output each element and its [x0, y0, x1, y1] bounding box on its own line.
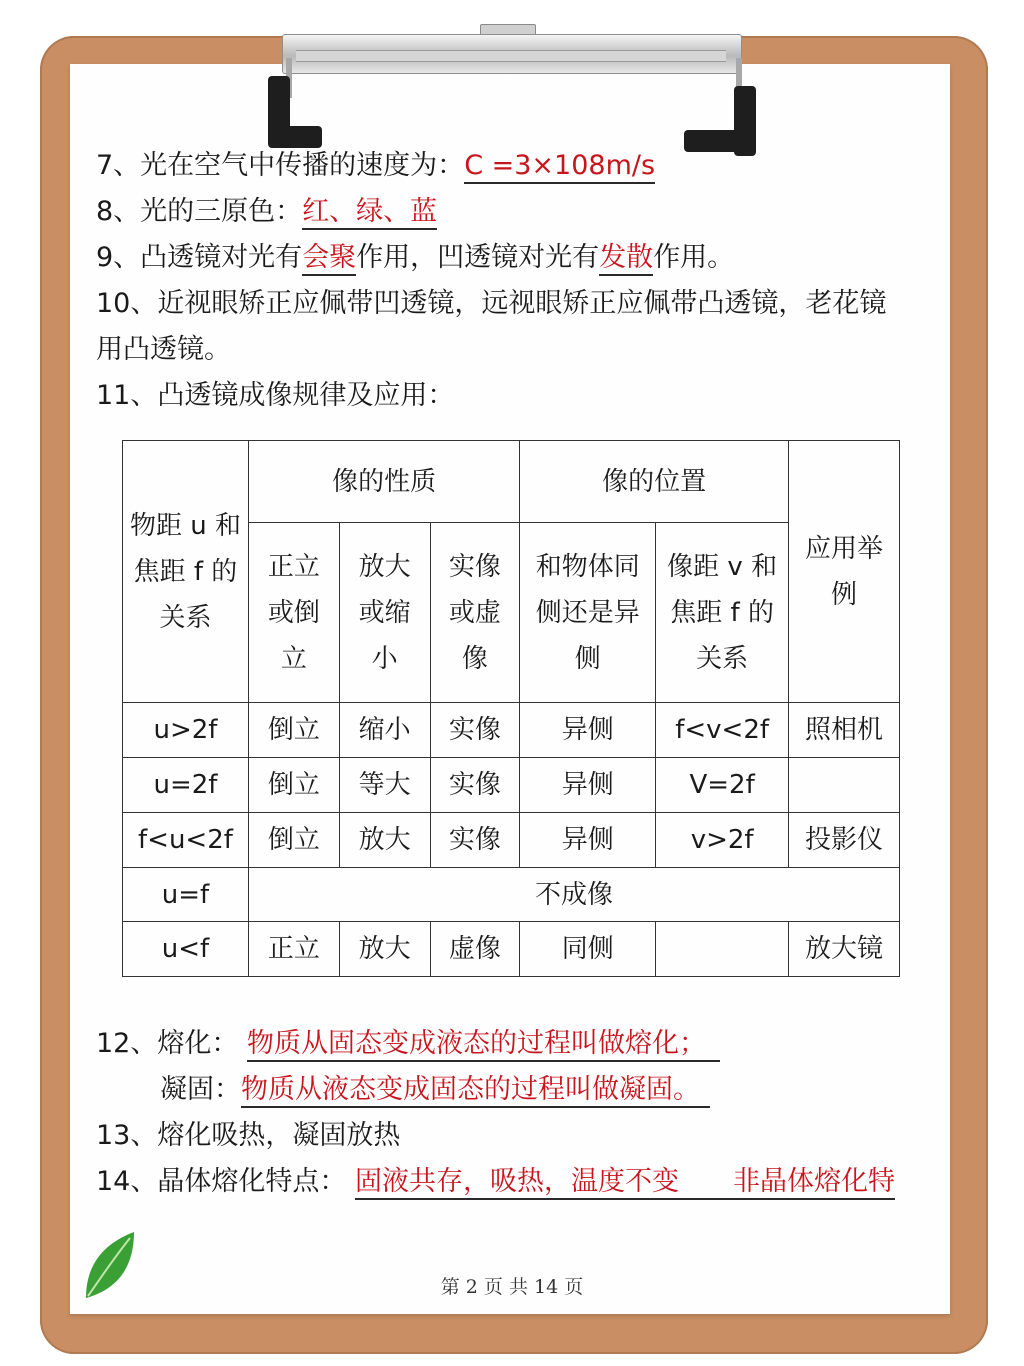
- clip-bar-inner: [296, 50, 726, 62]
- cell-app: 投影仪: [789, 813, 900, 868]
- header-upright: 正立或倒立: [248, 523, 339, 703]
- header-application: 应用举例: [789, 441, 900, 703]
- note-9-answer2: 发散: [599, 242, 653, 276]
- note-9-part2: 作用，凹透镜对光有: [356, 242, 600, 273]
- cell-u: u<f: [123, 922, 249, 977]
- note-8-answer: 红、绿、蓝: [302, 196, 437, 230]
- cell-u: u=2f: [123, 758, 249, 813]
- note-7: [96, 148, 655, 184]
- cell-real: 虚像: [430, 922, 520, 977]
- note-10-line2: 用凸透镜。: [96, 334, 231, 365]
- cell-size: 放大: [339, 813, 430, 868]
- header-real: 实像或虚像: [430, 523, 520, 703]
- cell-v: v>2f: [656, 813, 789, 868]
- table-row: [123, 813, 900, 868]
- cell-size: 放大: [339, 922, 430, 977]
- header-position: 像的位置: [520, 441, 789, 523]
- cell-no-image: 不成像: [248, 868, 899, 922]
- page-footer: 第 2 页 共 14 页: [440, 1276, 584, 1298]
- clip-foot-right: [684, 130, 756, 152]
- cell-size: 缩小: [339, 703, 430, 758]
- header-nature: 像的性质: [248, 441, 519, 523]
- note-7-prefix: 7、光在空气中传播的速度为：: [96, 150, 465, 181]
- header-relation: 物距 u 和焦距 f 的关系: [123, 441, 249, 703]
- cell-side: 同侧: [520, 922, 656, 977]
- note-14-prefix: 14、晶体熔化特点：: [96, 1166, 347, 1197]
- cell-side: 异侧: [520, 813, 656, 868]
- cell-u: f<u<2f: [123, 813, 249, 868]
- cell-u: u>2f: [123, 703, 249, 758]
- note-12b: [160, 1072, 710, 1108]
- note-13: 13、熔化吸热，凝固放热: [96, 1120, 401, 1151]
- cell-v: [656, 922, 789, 977]
- cell-real: 实像: [430, 758, 520, 813]
- clip-foot-left: [268, 126, 322, 148]
- cell-real: 实像: [430, 813, 520, 868]
- cell-u: u=f: [123, 868, 249, 922]
- table-row: [123, 703, 900, 758]
- cell-upright: 正立: [248, 922, 339, 977]
- note-9-answer1: 会聚: [302, 242, 356, 276]
- cell-v: V=2f: [656, 758, 789, 813]
- note-10-line1: 10、近视眼矫正应佩带凹透镜，远视眼矫正应佩带凸透镜，老花镜: [96, 288, 887, 319]
- note-9-part3: 作用。: [653, 242, 735, 273]
- cell-app: [789, 758, 900, 813]
- cell-app: 放大镜: [789, 922, 900, 977]
- cell-upright: 倒立: [248, 703, 339, 758]
- note-14-answer: 固液共存，吸热，温度不变 非晶体熔化特: [355, 1166, 895, 1200]
- cell-upright: 倒立: [248, 758, 339, 813]
- note-14: [96, 1164, 895, 1200]
- cell-side: 异侧: [520, 758, 656, 813]
- note-12-prefix: 12、熔化：: [96, 1028, 239, 1059]
- header-side: 和物体同侧还是异侧: [520, 523, 656, 703]
- note-12: [96, 1026, 720, 1062]
- note-8-prefix: 8、光的三原色：: [96, 196, 303, 227]
- note-8: [96, 194, 437, 230]
- cell-v: f<v<2f: [656, 703, 789, 758]
- note-12b-prefix: 凝固：: [160, 1074, 241, 1105]
- cell-upright: 倒立: [248, 813, 339, 868]
- cell-side: 异侧: [520, 703, 656, 758]
- cell-size: 等大: [339, 758, 430, 813]
- lens-imaging-table: [122, 440, 900, 977]
- note-12-answer: 物质从固态变成液态的过程叫做熔化；: [247, 1028, 720, 1062]
- note-9: [96, 240, 734, 276]
- note-9-part1: 9、凸透镜对光有: [96, 242, 303, 273]
- note-11: 11、凸透镜成像规律及应用：: [96, 380, 455, 411]
- cell-real: 实像: [430, 703, 520, 758]
- cell-app: 照相机: [789, 703, 900, 758]
- note-7-answer: C =3×108m/s: [464, 150, 655, 184]
- table-row: [123, 868, 900, 922]
- table-row: [123, 922, 900, 977]
- header-v: 像距 v 和焦距 f 的关系: [656, 523, 789, 703]
- note-12b-answer: 物质从液态变成固态的过程叫做凝固。: [241, 1074, 710, 1108]
- table-row: [123, 758, 900, 813]
- header-size: 放大或缩小: [339, 523, 430, 703]
